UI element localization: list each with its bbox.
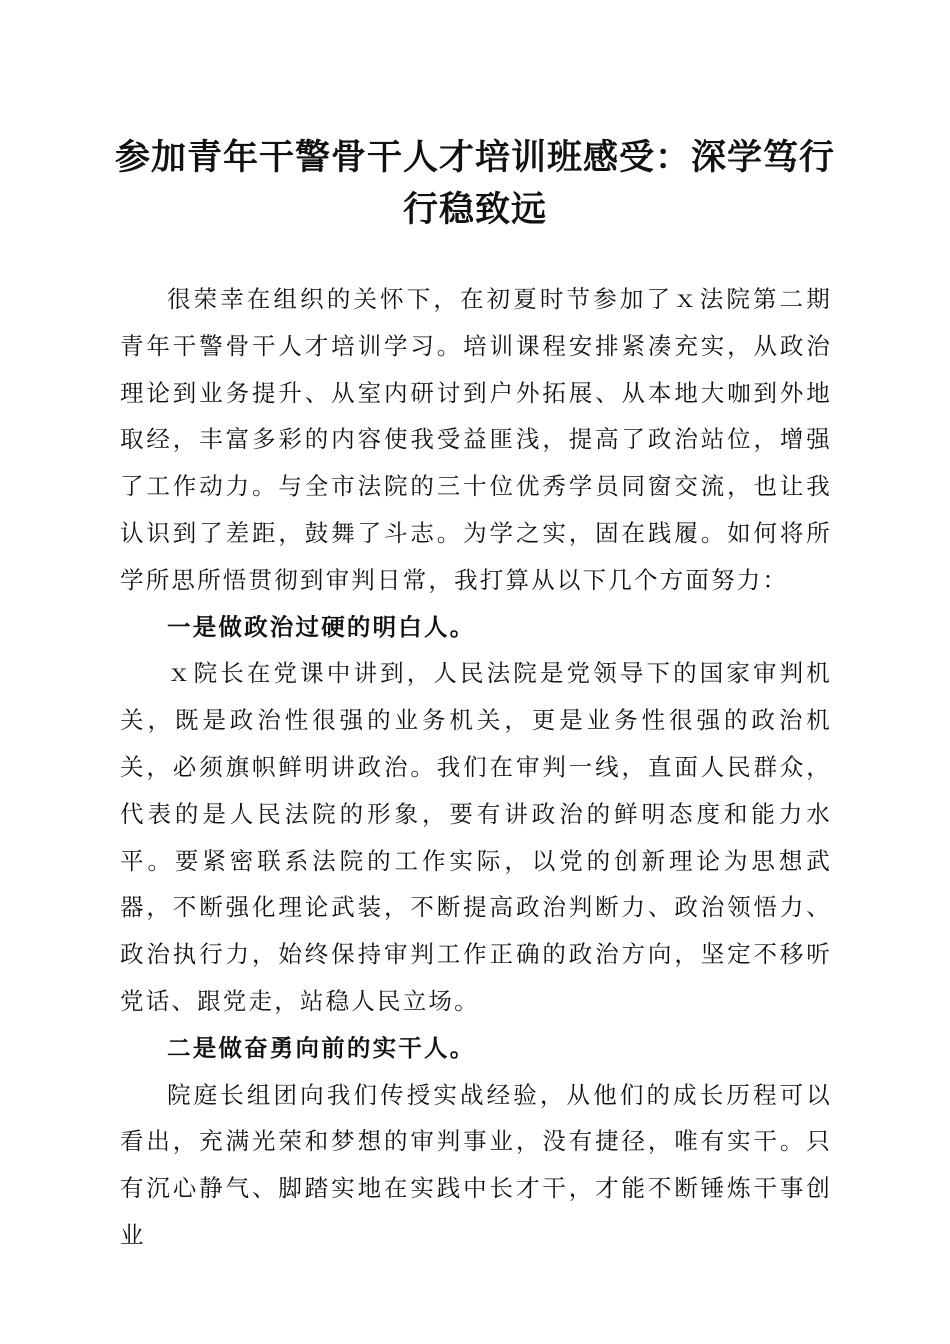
paragraph-section-1: ｘ院长在党课中讲到，人民法院是党领导下的国家审判机关，既是政治性很强的业务机关，更是业务性很强的政治机关，必须旗帜鲜明讲政治。我们在审判一线，直面人民群众，代表的是人民法院的形象，要有讲政治的鲜明态度和能力水平。要紧密联系法院的工作实际，以党的创新理论为思想武器，不断强化理论武装，不断提高政治判断力、政治领悟力、政治执行力，始终保持审判工作正确的政治方向，坚定不移听党话、跟党走，站稳人民立场。 bbox=[120, 659, 832, 1015]
document-body bbox=[120, 276, 832, 1259]
paragraph-intro: 很荣幸在组织的关怀下，在初夏时节参加了ｘ法院第二期青年干警骨干人才培训学习。培训课程安排紧凑充实，从政治理论到业务提升、从室内研讨到户外拓展、从本地大咖到外地取经，丰富多彩的内容使我受益匪浅，提高了政治站位，增强了工作动力。与全市法院的三十位优秀学员同窗交流，也让我认识到了差距，鼓舞了斗志。为学之实，固在践履。如何将所学所思所悟贯彻到审判日常，我打算从以下几个方面努力： bbox=[120, 285, 832, 594]
paragraph-section-2: 院庭长组团向我们传授实战经验，从他们的成长历程可以看出，充满光荣和梦想的审判事业，没有捷径，唯有实干。只有沉心静气、脚踏实地在实践中长才干，才能不断锤炼干事创业 bbox=[120, 1080, 832, 1249]
document-title: 参加青年干警骨干人才培训班感受：深学笃行行稳致远 bbox=[114, 137, 835, 230]
section-heading-2: 二是做奋勇向前的实干人。 bbox=[167, 1033, 476, 1062]
section-heading-1: 一是做政治过硬的明白人。 bbox=[167, 612, 476, 641]
